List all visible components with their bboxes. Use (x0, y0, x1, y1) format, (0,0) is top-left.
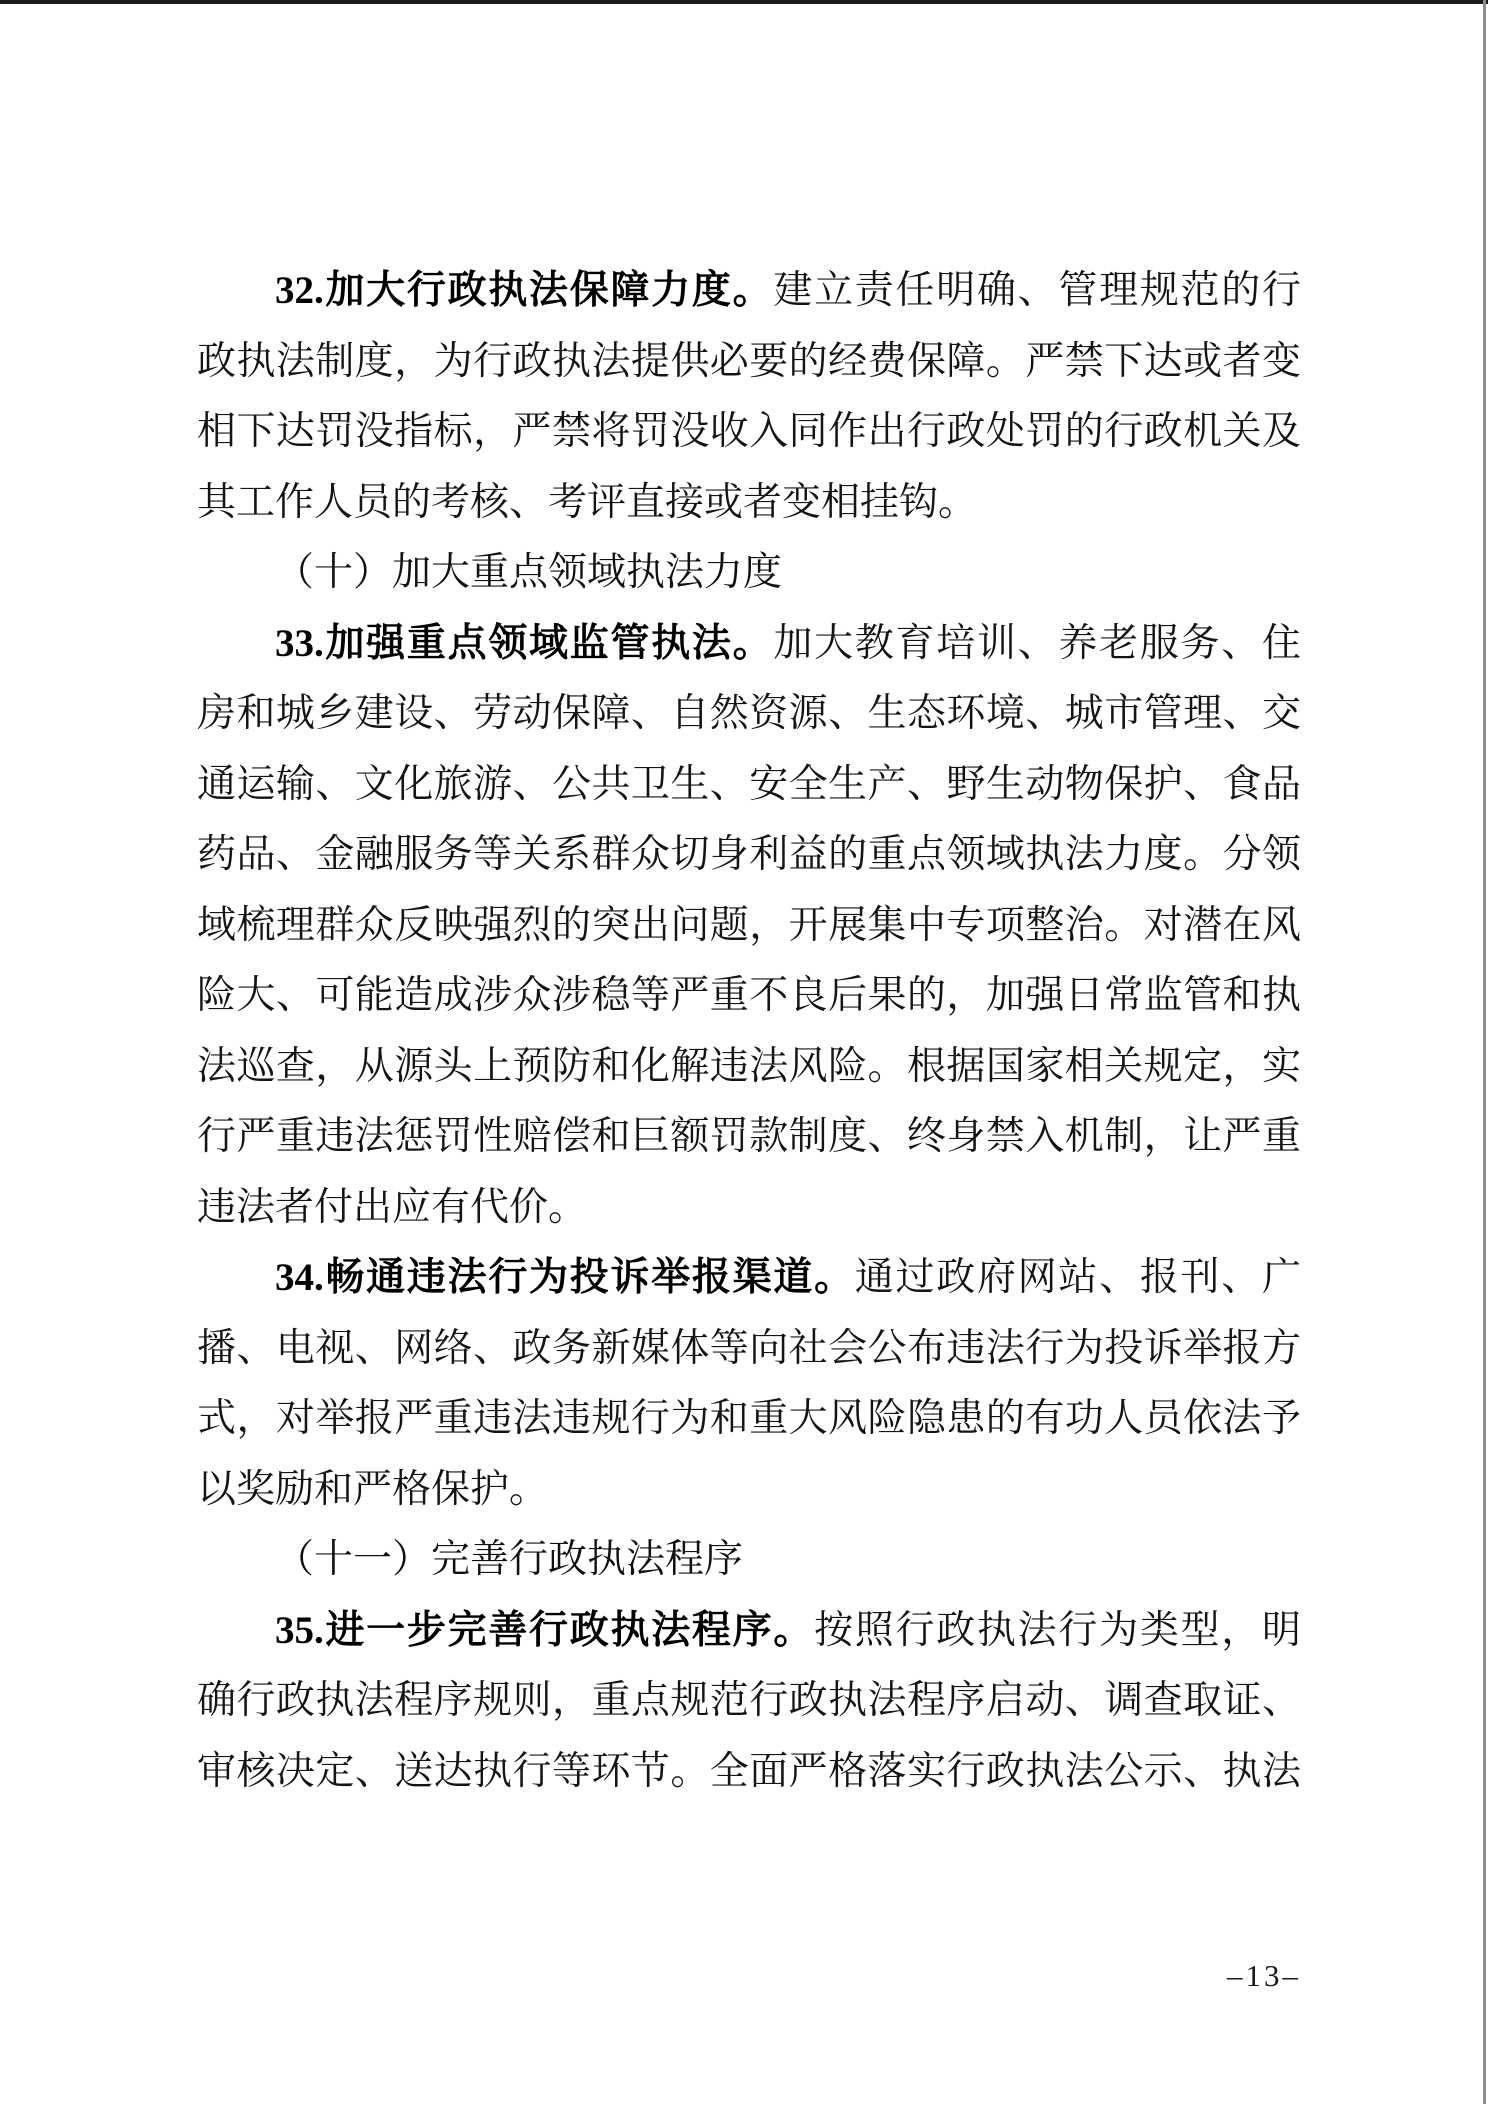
para-33-line-7: 法巡查，从源头上预防和化解违法风险。根据国家相关规定，实 (197, 1044, 1301, 1088)
para-33-lead: 33.加强重点领域监管执法。 (275, 621, 774, 665)
para-32-line-3: 相下达罚没指标，严禁将罚没收入同作出行政处罚的行政机关及 (197, 410, 1301, 453)
para-32-line-4: 其工作人员的考核、考评直接或者变相挂钩。 (197, 480, 978, 524)
para-35-line-3: 审核决定、送达执行等环节。全面严格落实行政执法公示、执法 (197, 1749, 1301, 1793)
para-32-line-2: 政执法制度，为行政执法提供必要的经费保障。严禁下达或者变 (197, 339, 1301, 383)
page-top-edge (0, 0, 1488, 4)
section-heading-10: （十）加大重点领域执法力度 (275, 551, 783, 594)
para-35-line-1 (197, 1596, 1301, 1667)
para-33-line-6: 险大、可能造成涉众涉稳等严重不良后果的，加强日常监管和执 (197, 974, 1301, 1017)
para-33-line-5: 域梳理群众反映强烈的突出问题，开展集中专项整治。对潜在风 (197, 903, 1301, 947)
para-34-line-4: 以奖励和严格保护。 (197, 1467, 549, 1511)
para-32-line-1 (197, 256, 1301, 327)
para-33-line-2: 房和城乡建设、劳动保障、自然资源、生态环境、城市管理、交 (197, 692, 1301, 735)
para-32-lead-rest: 建立责任明确、管理规范的行 (773, 269, 1301, 312)
para-34-lead-rest: 通过政府网站、报刊、广 (854, 1256, 1301, 1299)
para-33-line-1 (197, 609, 1301, 680)
para-33-line-8: 行严重违法惩罚性赔偿和巨额罚款制度、终身禁入机制，让严重 (197, 1115, 1301, 1158)
page-right-edge (1483, 0, 1486, 2104)
para-34-line-2: 播、电视、网络、政务新媒体等向社会公布违法行为投诉举报方 (197, 1326, 1301, 1370)
para-32-lead: 32.加大行政执法保障力度。 (275, 269, 774, 312)
para-35-lead: 35.进一步完善行政执法程序。 (275, 1608, 815, 1652)
para-34-line-3: 式，对举报严重违法违规行为和重大风险隐患的有功人员依法予 (197, 1397, 1301, 1440)
para-35-line-2: 确行政执法程序规则，重点规范行政执法程序启动、调查取证、 (197, 1679, 1301, 1722)
page-number: –13– (1227, 1958, 1301, 1993)
para-34-line-1 (197, 1243, 1301, 1314)
para-33-lead-rest: 加大教育培训、养老服务、住 (773, 621, 1301, 665)
para-33-line-4: 药品、金融服务等关系群众切身利益的重点领域执法力度。分领 (197, 833, 1301, 876)
document-text (197, 256, 1301, 1807)
para-33-line-3: 通运输、文化旅游、公共卫生、安全生产、野生动物保护、食品 (197, 762, 1301, 806)
section-heading-11: （十一）完善行政执法程序 (275, 1538, 744, 1581)
para-34-lead: 34.畅通违法行为投诉举报渠道。 (275, 1256, 855, 1299)
para-33-line-9: 违法者付出应有代价。 (197, 1185, 588, 1229)
para-35-lead-rest: 按照行政执法行为类型，明 (814, 1608, 1301, 1652)
